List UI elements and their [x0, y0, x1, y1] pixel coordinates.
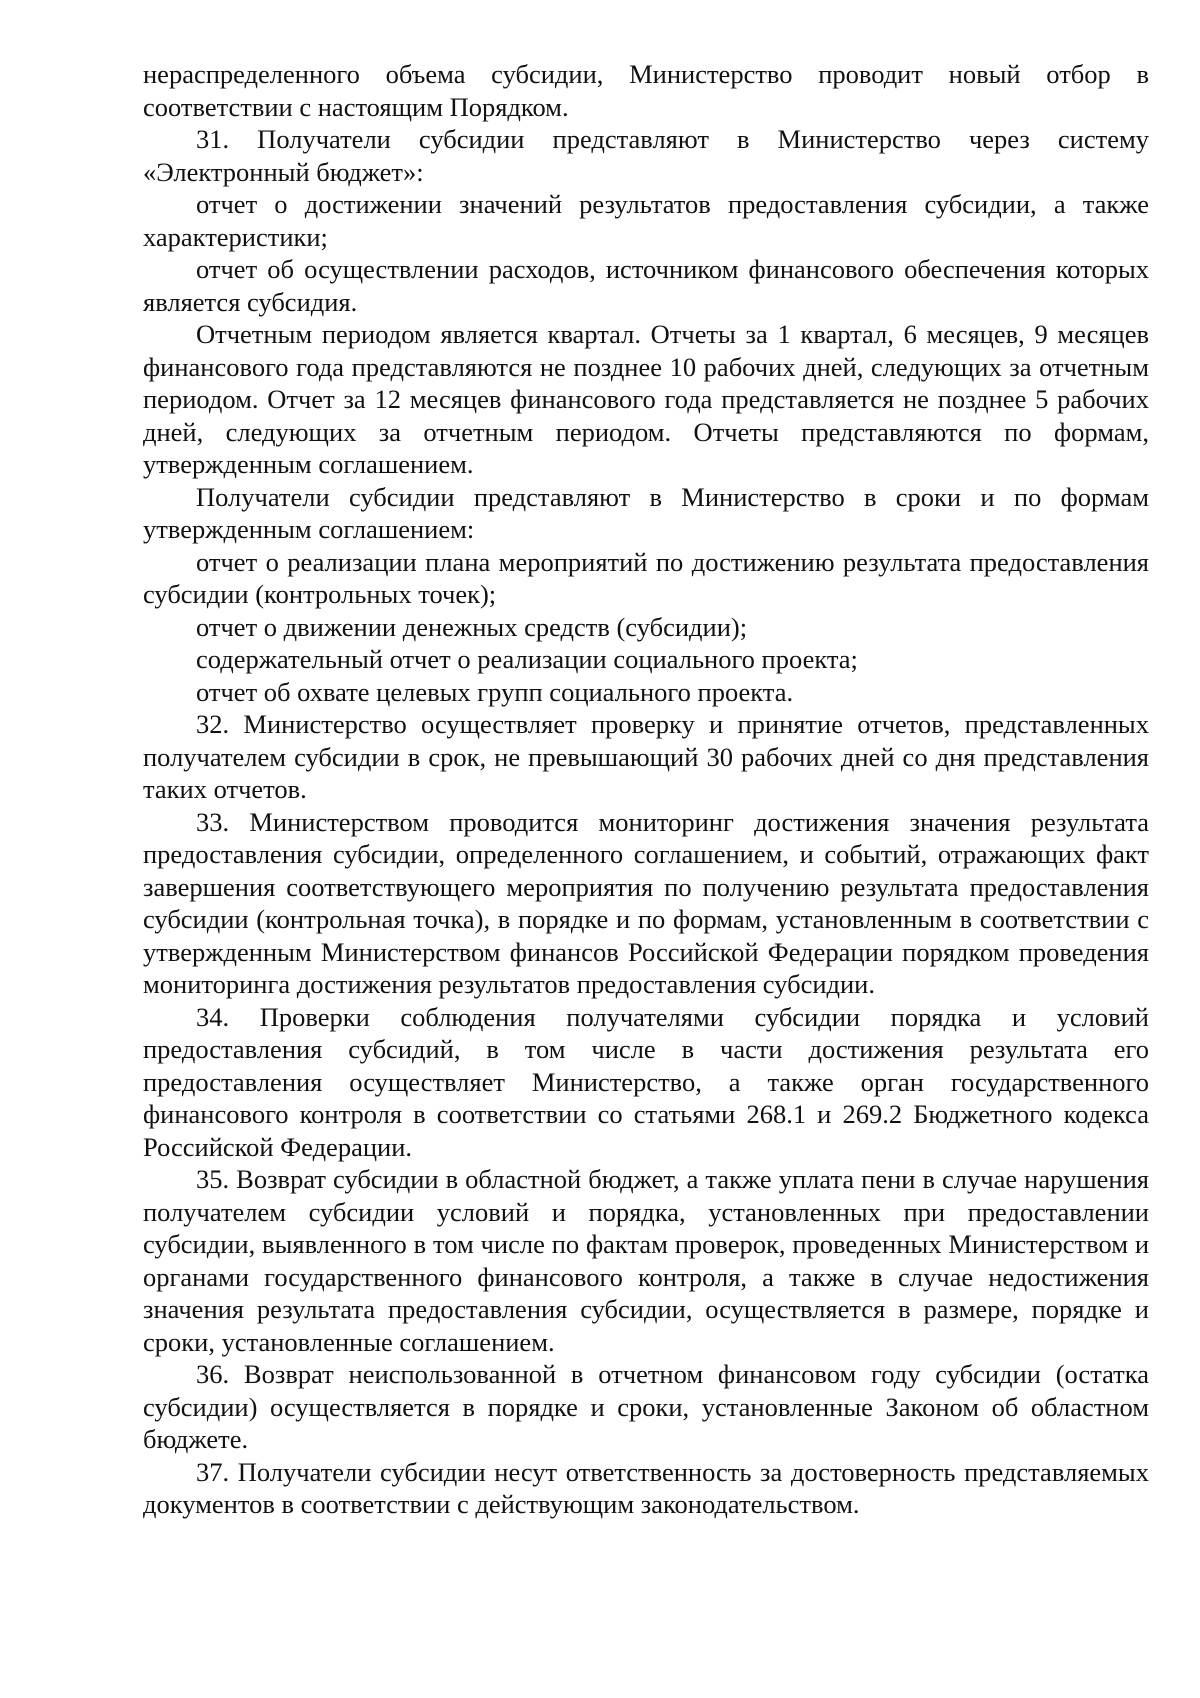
paragraph-report-expenses: отчет об осуществлении расходов, источником финансового обеспечения которых является субсидия. [143, 254, 1149, 317]
paragraph-report-plan: отчет о реализации плана мероприятий по достижению результата предоставления субсидии (контрольных точек); [143, 546, 1149, 609]
paragraph-32: 32. Министерство осуществляет проверку и принятие отчетов, представленных получателем субсидии в срок, не превышающий 30 рабочих дней со дня представления таких отчетов. [143, 709, 1149, 804]
paragraph-37: 37. Получатели субсидии несут ответственность за достоверность представляемых документов в соответствии с действующим законодательством. [143, 1456, 1149, 1519]
paragraph-34: 34. Проверки соблюдения получателями субсидии порядка и условий предоставления субсидий, в том числе в части достижения результата его предоставления осуществляет Министерство, а также орган государственного финансового контроля в соответствии со статьями 268.1 и 269.2 Бюджетного кодекса Российской Федерации. [143, 1001, 1149, 1162]
paragraph-35: 35. Возврат субсидии в областной бюджет, а также уплата пени в случае нарушения получателем субсидии условий и порядка, установленных при предоставлении субсидии, выявленного в том числе по фактам проверок, проведенных Министерством и органами государственного финансового контроля, а также в случае недостижения значения результата предоставления субсидии, осуществляется в размере, порядке и сроки, установленные соглашением. [143, 1164, 1149, 1357]
paragraph-reporting-period: Отчетным периодом является квартал. Отчеты за 1 квартал, 6 месяцев, 9 месяцев финансового года представляются не позднее 10 рабочих дней, следующих за отчетным периодом. Отчет за 12 месяцев финансового года представляется не позднее 5 рабочих дней, следующих за отчетным периодом. Отчеты представляются по формам, утвержденным соглашением. [143, 319, 1149, 479]
paragraph-33: 33. Министерством проводится мониторинг достижения значения результата предоставления субсидии, определенного соглашением, и событий, отражающих факт завершения соответствующего мероприятия по получению результата предоставления субсидии (контрольная точка), в порядке и по формам, установленным в соответствии с утвержденным Министерством финансов Российской Федерации порядком проведения мониторинга достижения результатов предоставления субсидии. [143, 806, 1149, 999]
paragraph-report-cashflow: отчет о движении денежных средств (субсидии); [196, 611, 748, 642]
paragraph-report-coverage: отчет об охвате целевых групп социального проекта. [196, 676, 794, 707]
paragraph-31: 31. Получатели субсидии представляют в Министерство через систему «Электронный бюджет»: [143, 124, 1149, 187]
paragraph-recipients-submit: Получатели субсидии представляют в Министерство в сроки и по формам утвержденным соглашением: [143, 481, 1149, 544]
paragraph-continuation: нераспределенного объема субсидии, Министерство проводит новый отбор в соответствии с настоящим Порядком. [143, 59, 1149, 122]
paragraph-report-results: отчет о достижении значений результатов предоставления субсидии, а также характеристики; [143, 189, 1149, 252]
document-body [143, 58, 1149, 1521]
paragraph-report-content: содержательный отчет о реализации социального проекта; [196, 644, 858, 674]
paragraph-36: 36. Возврат неиспользованной в отчетном финансовом году субсидии (остатка субсидии) осуществляется в порядке и сроки, установленные Законом об областном бюджете. [143, 1359, 1149, 1454]
